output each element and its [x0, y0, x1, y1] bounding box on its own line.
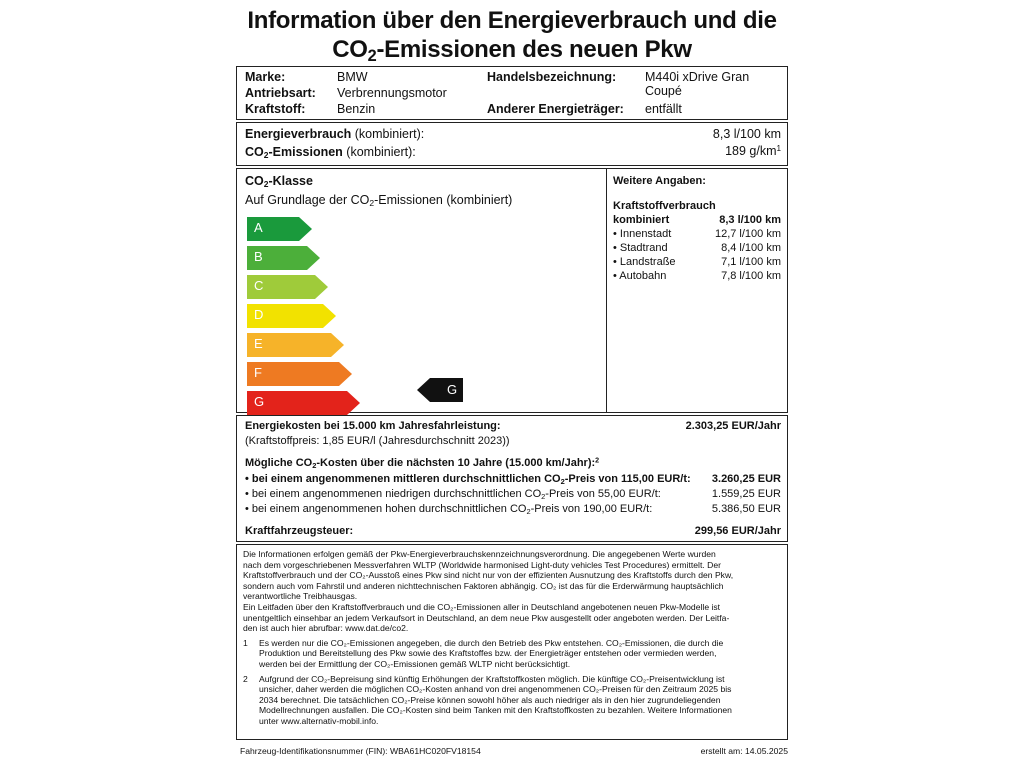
further-row-value: 8,4 l/100 km — [721, 242, 781, 254]
basis-pre: Auf Grundlage der CO — [245, 193, 370, 207]
further-row-label: • Landstraße — [613, 256, 676, 268]
scenario-label: • bei einem angenommenen niedrigen durchschnittlichen $CO_2$-Preis von 55,00 EUR/t: — [245, 488, 661, 501]
further-row-label: • Stadtrand — [613, 242, 668, 254]
info-line: Aufgrund der CO₂-Bepreisung sind künftig Erhöhungen der Kraftstoffkosten möglich. Die künftige CO₂-Preisentwicklung ist — [259, 673, 725, 684]
title-line-1: Information über den Energieverbrauch und die — [247, 7, 777, 34]
co2-box-divider — [606, 169, 607, 412]
footnote-2-number: 2 — [243, 673, 248, 684]
info-line: Modellrechnungen ausfallen. Die CO₂-Kosten sind beim Tanken mit den Kraftstoffkosten zu bezahlen. Weitere Informationen — [259, 705, 732, 716]
co2-value: 189 g/km — [725, 144, 777, 159]
handel-value-2: Coupé — [645, 84, 682, 98]
costs-box — [236, 415, 788, 542]
info-line: nach dem vorgeschriebenen Messverfahren WLTP (Worldwide harmonised Light-duty vehicles Test Procedures) ermittelt. Der — [243, 559, 721, 570]
vehicle-info-box — [236, 66, 788, 120]
info-box — [236, 544, 788, 740]
footnote-1-number: 1 — [243, 637, 248, 648]
co2-class-arrow-g — [247, 391, 361, 413]
ev-value: 8,3 l/100 km — [712, 127, 781, 141]
info-line: sondern auch vom Fahrstil und anderen nichttechnischen Faktoren abhängig. CO₂ ist das für die Erderwärmung hauptsächlich — [243, 580, 724, 591]
info-line: unter www.alternativ-mobil.info. — [259, 715, 379, 726]
energietraeger-value: entfällt — [645, 102, 682, 116]
co2-costs-sub: 2 — [312, 460, 317, 470]
scenario-value: 3.260,25 EUR — [711, 473, 781, 485]
footnote-1-text — [259, 638, 723, 670]
co2-costs-post: -Kosten über die nächsten 10 Jahre (15.000 km/Jahr): — [316, 456, 596, 469]
further-heading: Weitere Angaben: — [613, 175, 706, 187]
energietraeger-label: Anderer Energieträger: — [487, 102, 624, 116]
footnote-1 — [243, 638, 781, 670]
handel-value-1: M440i xDrive Gran — [645, 70, 750, 84]
kraftstoff-label: Kraftstoff: — [245, 102, 306, 116]
document-title — [0, 6, 1024, 71]
info-line: unsicher, daher werden die möglichen CO₂-Kosten anhand von drei angenommenen CO₂-Preisen für den Zeitraum 2025 bis — [259, 684, 732, 695]
ev-label: Energieverbrauch — [245, 127, 352, 141]
scenario-value: 5.386,50 EUR — [711, 503, 781, 515]
co2-class-heading-pre: CO — [245, 174, 264, 188]
co2-class-letter: E — [254, 336, 263, 351]
co2-pre: CO — [245, 145, 264, 159]
info-line: Die Informationen erfolgen gemäß der Pkw-Energieverbrauchskennzeichnungsverordnung. Die angegebenen Werte wurden — [243, 549, 716, 559]
indicator-label: G — [447, 382, 458, 397]
footnote-2-text — [259, 674, 732, 727]
co2-class-letter: F — [254, 365, 262, 380]
consumption-box — [236, 122, 788, 166]
co2-costs-pre: Mögliche CO — [245, 456, 313, 469]
co2-emissions-row — [245, 145, 416, 160]
energy-costs-label: Energiekosten bei 15.000 km Jahresfahrleistung: — [245, 420, 501, 432]
co2-value-row — [725, 144, 781, 158]
kraftstoff-value: Benzin — [337, 102, 376, 116]
antrieb-value: Verbrennungsmotor — [337, 86, 447, 100]
co2-class-letter: A — [254, 220, 263, 235]
co2-class-arrow-a — [247, 217, 313, 239]
info-line: Es werden nur die CO₂-Emissionen angegeben, die durch den Betrieb des Pkw entstehen. CO₂-Emissionen, die durch die — [259, 637, 724, 648]
combined-label: kombiniert — [613, 214, 670, 226]
title-rest: -Emissionen des neuen Pkw — [376, 36, 692, 63]
info-line: Kraftstoffverbrauch und der CO₂-Ausstoß eines Pkw sind nicht nur von der effizienten Ausnutzung des Kraftstoffs durch den Pkw, — [243, 570, 734, 581]
energy-consumption-row — [245, 127, 424, 141]
title-co-sub: 2 — [367, 47, 377, 66]
scenario-label: • bei einem angenommenen hohen durchschnittlichen $CO_2$-Preis von 190,00 EUR/t: — [245, 503, 653, 516]
further-row-value: 7,8 l/100 km — [721, 270, 781, 282]
antrieb-label: Antriebsart: — [245, 86, 316, 100]
co2-class-heading — [245, 174, 313, 188]
fuel-price: (Kraftstoffpreis: 1,85 EUR/l (Jahresdurchschnitt 2023)) — [245, 435, 510, 447]
further-row-label: • Autobahn — [613, 270, 667, 282]
co2-sub: 2 — [263, 150, 269, 161]
basis-post: -Emissionen (kombiniert) — [374, 193, 513, 207]
co2-class-arrow-b — [247, 246, 321, 268]
basis-sub: 2 — [369, 198, 375, 209]
combined-value: 8,3 l/100 km — [719, 214, 781, 226]
further-row-value: 7,1 l/100 km — [721, 256, 781, 268]
co2-class-letter: G — [254, 394, 265, 409]
co2-class-heading-post: -Klasse — [268, 174, 313, 188]
created-date: erstellt am: 14.05.2025 — [700, 746, 788, 756]
co2-class-box — [236, 168, 788, 413]
co2-class-arrow-d — [247, 304, 337, 326]
vin: Fahrzeug-Identifikationsnummer (FIN): WBA61HC020FV18154 — [240, 746, 481, 756]
handel-label: Handelsbezeichnung: — [487, 70, 617, 84]
energy-costs-value: 2.303,25 EUR/Jahr — [685, 420, 781, 432]
co2-class-arrow-c — [247, 275, 329, 297]
marke-value: BMW — [337, 70, 368, 84]
title-co: CO — [332, 36, 368, 63]
co2-class-indicator — [417, 378, 463, 400]
info-line: Produktion und Bereitstellung des Pkw sowie des Kraftstoffes bzw. der Energieträger entstehen oder vermieden werden, — [259, 648, 717, 659]
marke-label: Marke: — [245, 70, 286, 84]
tax-value: 299,56 EUR/Jahr — [694, 525, 781, 537]
co2-suffix: (kombiniert): — [342, 145, 416, 159]
scenario-label: • bei einem angenommenen mittleren durchschnittlichen $CO_2$-Preis von 115,00 EUR/t: — [245, 473, 691, 486]
co2-class-basis — [245, 193, 512, 208]
kv-label: Kraftstoffverbrauch — [613, 200, 716, 212]
arrow-shape-icon — [247, 362, 353, 386]
co2-class-arrow-e — [247, 333, 345, 355]
info-line: Ein Leitfaden über den Kraftstoffverbrauch und die CO₂-Emissionen aller in Deutschland angebotenen neuen Pkw-Modelle ist — [243, 601, 721, 612]
co2-costs-footnote: 2 — [595, 456, 600, 464]
tax-label: Kraftfahrzeugsteuer: — [245, 525, 354, 537]
info-line: werden bei der Ermittlung der CO₂-Emissionen gemäß WLTP nicht berücksichtigt. — [259, 658, 571, 669]
co2-class-arrow-f — [247, 362, 353, 384]
co2-class-letter: D — [254, 307, 264, 322]
ev-suffix: (kombiniert): — [351, 127, 425, 141]
info-line: verantwortliche Treibhausgas. — [243, 591, 358, 602]
co2-class-letter: B — [254, 249, 263, 264]
footnote-2 — [243, 674, 781, 727]
co2-footnote: 1 — [776, 144, 781, 153]
info-line: den ist auch hier abrufbar: www.dat.de/co2. — [243, 623, 409, 634]
co2-costs-heading — [245, 457, 599, 469]
info-paragraph — [243, 549, 781, 634]
further-row-label: • Innenstadt — [613, 228, 672, 240]
co2-class-letter: C — [254, 278, 264, 293]
scenario-value: 1.559,25 EUR — [711, 488, 781, 500]
info-line: 2034 berechnet. Die tatsächlichen CO₂-Preise können sowohl höher als auch niedriger als in den hier zugrundeliegenden — [259, 694, 721, 705]
further-row-value: 12,7 l/100 km — [714, 228, 781, 240]
info-line: unentgeltlich einsehbar an jedem Verkaufsort in Deutschland, an dem neue Pkw ausgestellt oder angeboten werden. Der Leitfa- — [243, 612, 730, 623]
co2-label: -Emissionen — [268, 145, 343, 159]
co2-class-heading-sub: 2 — [263, 179, 269, 190]
